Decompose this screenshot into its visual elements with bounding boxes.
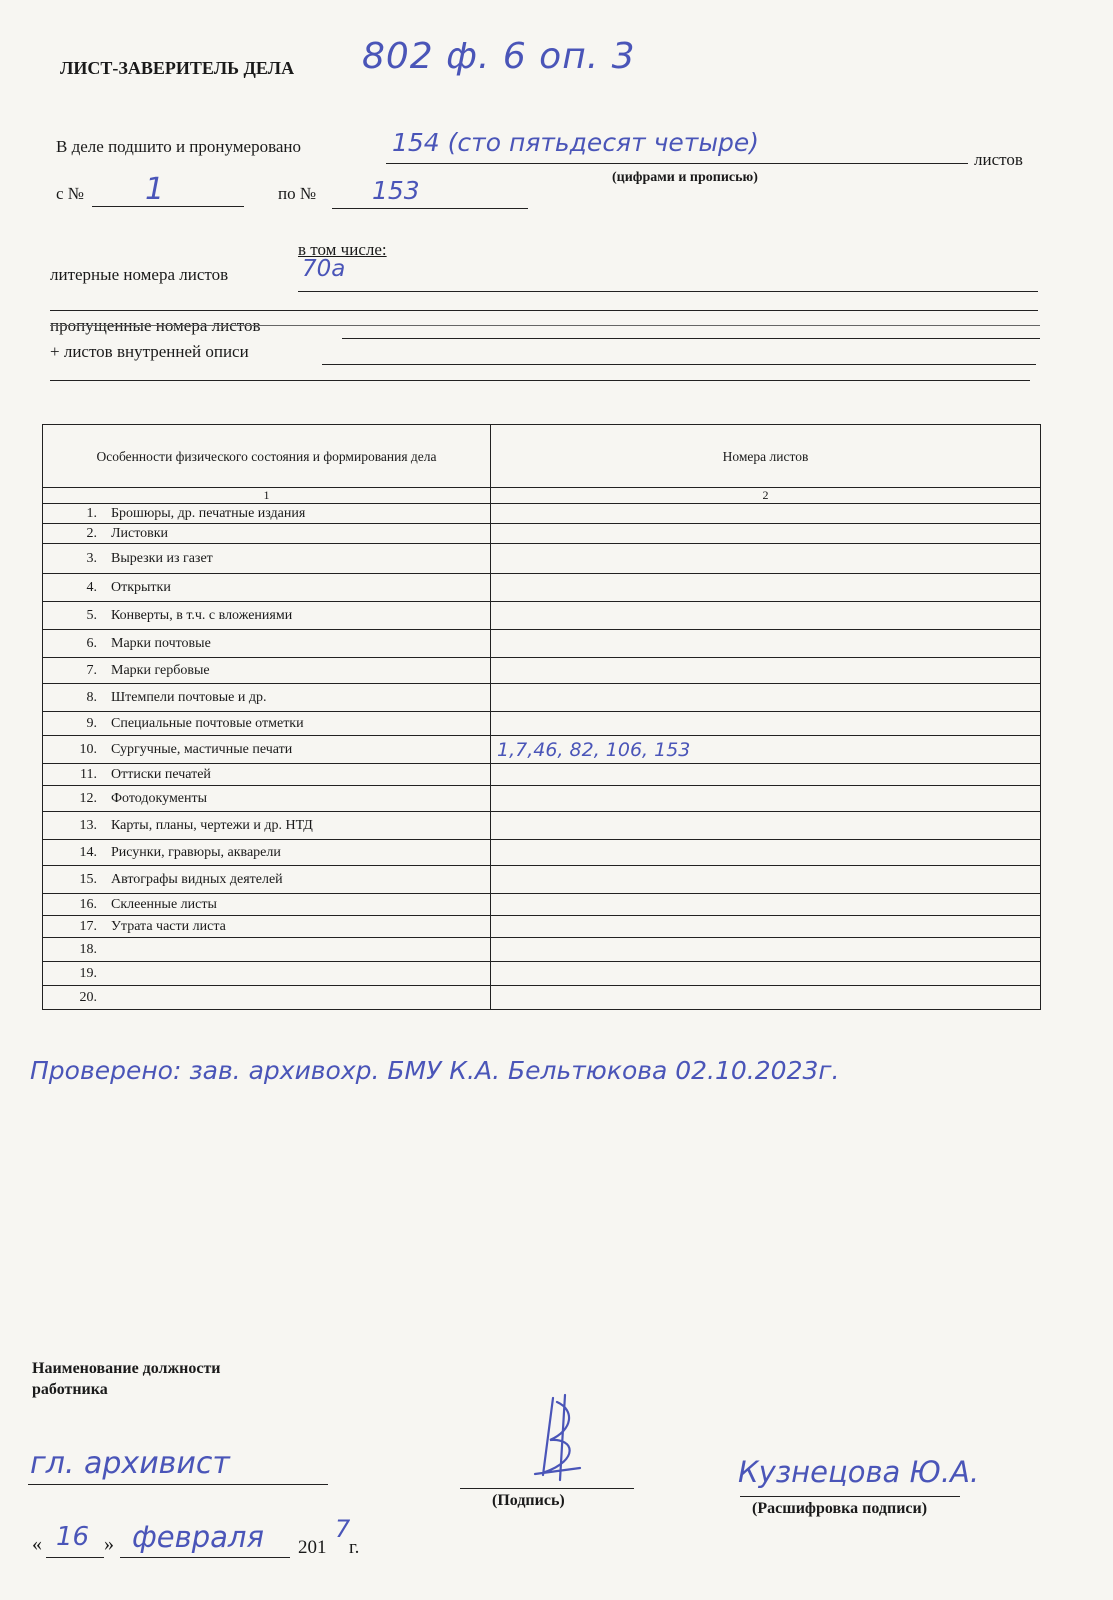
date-day: 16	[56, 1522, 90, 1552]
table-row-feature	[43, 986, 491, 1010]
from-value: 1	[145, 172, 165, 207]
table-row-feature	[43, 786, 491, 812]
table-row-label: Конверты, в т.ч. с вложениями	[111, 607, 293, 623]
sheets-prefix: В деле подшито и пронумеровано	[56, 137, 302, 156]
table-row-sheet-numbers	[491, 840, 1041, 866]
table-row	[43, 504, 1041, 524]
table-row-sheet-numbers	[491, 524, 1041, 544]
date-close-quote: »	[104, 1533, 114, 1555]
table-row	[43, 630, 1041, 658]
table-row-feature	[43, 840, 491, 866]
table-row-feature	[43, 894, 491, 916]
inventory-label: + листов внутренней описи	[50, 342, 249, 361]
table-row-sheet-numbers	[491, 684, 1041, 712]
physical-state-table	[42, 424, 1041, 1010]
position-label-line2: работника	[32, 1381, 108, 1398]
decoding-underline	[740, 1496, 960, 1497]
position-value: гл. архивист	[30, 1446, 230, 1481]
table-row-number: 3.	[86, 550, 97, 566]
table-row	[43, 894, 1041, 916]
to-underline	[332, 208, 528, 209]
table-row	[43, 544, 1041, 574]
table-row-sheet-numbers	[491, 894, 1041, 916]
table-row-feature	[43, 938, 491, 962]
table-row-feature	[43, 962, 491, 986]
table-row-number: 4.	[86, 579, 97, 595]
table-row-feature	[43, 866, 491, 894]
table-row-number: 14.	[79, 844, 97, 860]
table-row-sheet-numbers	[491, 986, 1041, 1010]
sheets-suffix: листов	[974, 150, 1023, 169]
table-row-number: 1.	[86, 505, 97, 521]
table-row-feature	[43, 630, 491, 658]
date-month-underline	[120, 1557, 290, 1558]
table-row-sheet-numbers	[491, 544, 1041, 574]
table-row-feature	[43, 544, 491, 574]
table-row	[43, 736, 1041, 764]
table-row	[43, 866, 1041, 894]
missing-numbers-label: пропущенные номера листов	[50, 316, 261, 335]
table-row-number: 13.	[79, 817, 97, 833]
table-row-number: 5.	[86, 607, 97, 623]
table-row-label: Специальные почтовые отметки	[111, 715, 304, 731]
table-row-number: 7.	[86, 662, 97, 678]
table-row-label: Рисунки, гравюры, акварели	[111, 844, 281, 860]
table-row-sheet-numbers	[491, 630, 1041, 658]
table-row-number: 8.	[86, 689, 97, 705]
table-row-number: 2.	[86, 525, 97, 541]
table-row-label: Открытки	[111, 579, 171, 595]
letter-numbers-value: 70а	[302, 256, 346, 282]
column-number-2: 2	[491, 488, 1041, 504]
table-row-number: 11.	[80, 766, 97, 782]
table-row-label: Утрата части листа	[111, 918, 226, 934]
document-title: ЛИСТ-ЗАВЕРИТЕЛЬ ДЕЛА	[60, 58, 295, 78]
sheets-count-handwritten: 154 (сто пятьдесят четыре)	[392, 128, 760, 157]
inventory-second-underline	[50, 380, 1030, 381]
table-row-sheet-numbers: 1,7,46, 82, 106, 153	[491, 736, 1041, 764]
position-underline	[28, 1484, 328, 1485]
table-row-sheet-numbers	[491, 764, 1041, 786]
table-row-feature	[43, 764, 491, 786]
table-row-feature	[43, 684, 491, 712]
table-row	[43, 962, 1041, 986]
table-row-feature	[43, 658, 491, 684]
table-row-feature	[43, 524, 491, 544]
table-row-feature	[43, 574, 491, 602]
table-row-number: 16.	[79, 896, 97, 912]
table-row-sheet-numbers	[491, 658, 1041, 684]
table-row-feature	[43, 812, 491, 840]
missing-numbers-top-line	[50, 325, 1040, 326]
table-row-feature	[43, 602, 491, 630]
signature-image	[505, 1390, 615, 1490]
table-row-label: Вырезки из газет	[111, 550, 213, 566]
table-row-label: Штемпели почтовые и др.	[111, 689, 267, 705]
table-row-sheet-numbers	[491, 574, 1041, 602]
table-row-label: Оттиски печатей	[111, 766, 211, 782]
from-label: с №	[56, 184, 85, 203]
table-header-features: Особенности физического состояния и формирования дела	[43, 425, 491, 488]
table-row-sheet-numbers	[491, 938, 1041, 962]
including-label: в том числе:	[298, 240, 387, 259]
table-row-label: Сургучные, мастичные печати	[111, 741, 293, 757]
letter-numbers-label: литерные номера листов	[50, 265, 229, 284]
date-year-handwritten: 7	[335, 1515, 351, 1543]
table-row-number: 12.	[79, 790, 97, 806]
table-row-feature	[43, 736, 491, 764]
table-row-label: Карты, планы, чертежи и др. НТД	[111, 817, 313, 833]
table-row	[43, 764, 1041, 786]
position-label-line1: Наименование должности	[32, 1360, 221, 1377]
case-number-handwritten: 802 ф. 6 оп. 3	[362, 36, 636, 77]
from-underline	[92, 206, 244, 207]
to-label: по №	[278, 184, 317, 203]
table-row-label: Фотодокументы	[111, 790, 208, 806]
table-row-number: 18.	[79, 941, 97, 957]
table-row-sheet-numbers	[491, 812, 1041, 840]
date-year-printed: 201	[298, 1537, 327, 1558]
table-row-label: Марки гербовые	[111, 662, 210, 678]
table-row-label: Листовки	[111, 525, 169, 541]
date-open-quote: «	[32, 1533, 42, 1555]
table-row	[43, 684, 1041, 712]
decoding-value: Кузнецова Ю.А.	[738, 1455, 980, 1489]
table-row	[43, 658, 1041, 684]
table-row-sheet-numbers	[491, 916, 1041, 938]
table-row	[43, 812, 1041, 840]
decoding-caption: (Расшифровка подписи)	[752, 1500, 928, 1517]
table-row-feature	[43, 504, 491, 524]
table-column-number-row	[43, 488, 1041, 504]
table-row-label: Брошюры, др. печатные издания	[111, 505, 306, 521]
table-row	[43, 524, 1041, 544]
table-row-sheet-numbers	[491, 786, 1041, 812]
table-row-number: 6.	[86, 635, 97, 651]
date-month: февраля	[132, 1520, 264, 1554]
table-row-sheet-numbers	[491, 712, 1041, 736]
table-row-sheet-numbers	[491, 504, 1041, 524]
table-row	[43, 840, 1041, 866]
missing-numbers-underline	[342, 338, 1040, 339]
table-row-sheet-numbers	[491, 866, 1041, 894]
checked-note: Проверено: зав. архивохр. БМУ К.А. Бельтюкова 02.10.2023г.	[30, 1056, 840, 1085]
table-row-label: Автографы видных деятелей	[111, 871, 283, 887]
table-row	[43, 712, 1041, 736]
table-row	[43, 574, 1041, 602]
sheets-count-underline	[386, 163, 968, 164]
table-row-label: Марки почтовые	[111, 635, 211, 651]
table-row	[43, 786, 1041, 812]
inventory-underline	[322, 364, 1036, 365]
table-row-label: Склеенные листы	[111, 896, 217, 912]
table-row-number: 15.	[79, 871, 97, 887]
table-row	[43, 986, 1041, 1010]
sheets-caption: (цифрами и прописью)	[612, 170, 758, 185]
table-row-sheet-numbers	[491, 602, 1041, 630]
extra-underline	[50, 310, 1038, 311]
table-row-feature	[43, 916, 491, 938]
table-row-feature	[43, 712, 491, 736]
date-day-underline	[46, 1557, 104, 1558]
table-row-number: 20.	[79, 989, 97, 1005]
signature-caption: (Подпись)	[492, 1492, 565, 1509]
table-row-sheet-numbers	[491, 962, 1041, 986]
table-row-number: 9.	[86, 715, 97, 731]
letter-numbers-underline	[298, 291, 1038, 292]
table-row	[43, 916, 1041, 938]
table-row-number: 17.	[79, 918, 97, 934]
table-header-sheet-numbers: Номера листов	[491, 425, 1041, 488]
to-value: 153	[372, 176, 420, 205]
table-header-row	[43, 425, 1041, 488]
table-row-number: 10.	[79, 741, 97, 757]
date-suffix: г.	[349, 1537, 360, 1558]
table-row	[43, 602, 1041, 630]
table-row	[43, 938, 1041, 962]
table-row-number: 19.	[79, 965, 97, 981]
column-number-1: 1	[43, 488, 491, 504]
